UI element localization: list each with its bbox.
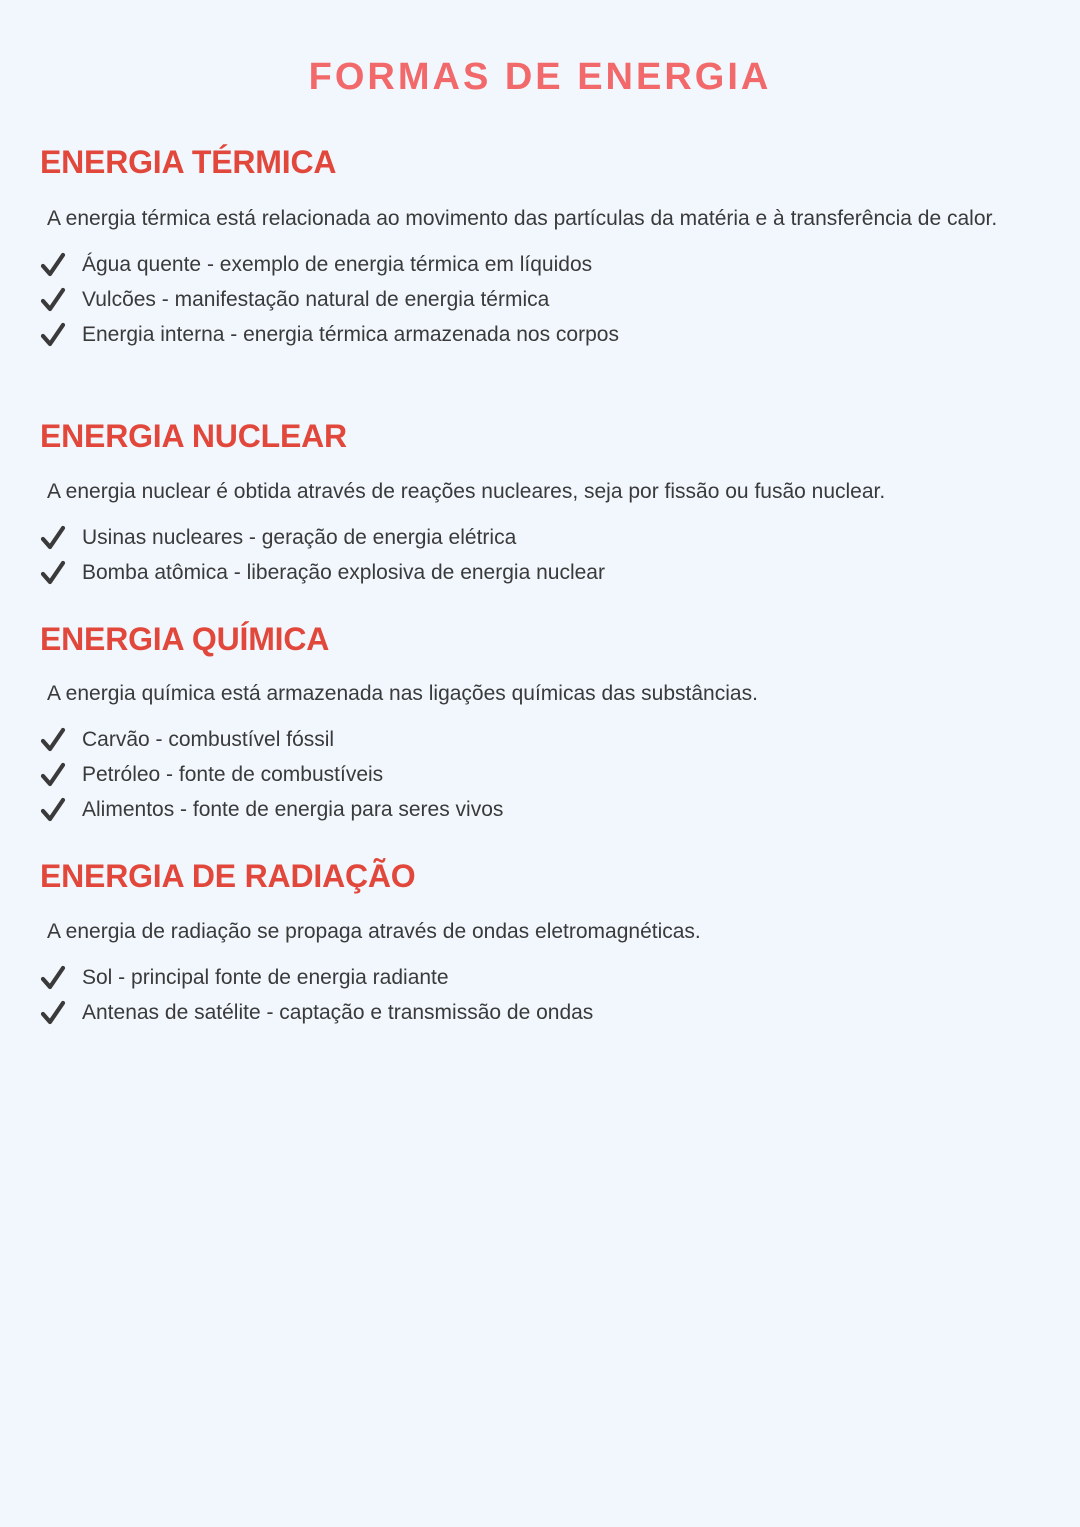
list-item — [40, 757, 1020, 792]
list-item-text: Antenas de satélite - captação e transmissão de ondas — [82, 1000, 594, 1024]
list-item — [40, 995, 1020, 1030]
list-item-text: Água quente - exemplo de energia térmica em líquidos — [82, 252, 593, 276]
section-description: A energia nuclear é obtida através de reações nucleares, seja por fissão ou fusão nuclear. — [47, 480, 886, 503]
list-item — [40, 247, 1020, 282]
list-item-text: Carvão - combustível fóssil — [82, 727, 335, 751]
section-heading: ENERGIA QUÍMICA — [40, 621, 330, 657]
list-item — [40, 722, 1020, 757]
check-icon — [40, 560, 66, 586]
item-list — [40, 722, 1020, 827]
check-icon — [40, 965, 66, 991]
section-description: A energia térmica está relacionada ao movimento das partículas da matéria e à transferência de calor. — [47, 207, 998, 230]
list-item-text: Alimentos - fonte de energia para seres vivos — [82, 797, 504, 821]
section-energia-de-radiacao — [40, 856, 1020, 1030]
check-icon — [40, 1000, 66, 1026]
section-description: A energia de radiação se propaga através de ondas eletromagnéticas. — [47, 920, 701, 943]
list-item — [40, 792, 1020, 827]
page-title: FORMAS DE ENERGIA — [308, 56, 772, 98]
section-heading: ENERGIA DE RADIAÇÃO — [40, 858, 416, 894]
list-item-text: Energia interna - energia térmica armazenada nos corpos — [82, 322, 619, 346]
check-icon — [40, 252, 66, 278]
section-energia-quimica — [40, 619, 1020, 827]
check-icon — [40, 287, 66, 313]
list-item — [40, 555, 1020, 590]
section-energia-termica — [40, 142, 1020, 352]
list-item — [40, 520, 1020, 555]
check-icon — [40, 762, 66, 788]
section-heading: ENERGIA TÉRMICA — [40, 144, 337, 180]
item-list — [40, 247, 1020, 352]
list-item-text: Petróleo - fonte de combustíveis — [82, 762, 384, 786]
section-energia-nuclear — [40, 416, 1020, 590]
check-icon — [40, 797, 66, 823]
list-item-text: Sol - principal fonte de energia radiante — [82, 965, 449, 989]
check-icon — [40, 525, 66, 551]
section-heading: ENERGIA NUCLEAR — [40, 418, 347, 454]
list-item — [40, 282, 1020, 317]
list-item-text: Usinas nucleares - geração de energia elétrica — [82, 525, 517, 549]
item-list — [40, 520, 1020, 590]
list-item — [40, 317, 1020, 352]
check-icon — [40, 322, 66, 348]
list-item-text: Vulcões - manifestação natural de energia térmica — [82, 287, 550, 311]
check-icon — [40, 727, 66, 753]
item-list — [40, 960, 1020, 1030]
section-description: A energia química está armazenada nas ligações químicas das substâncias. — [47, 682, 758, 705]
list-item-text: Bomba atômica - liberação explosiva de energia nuclear — [82, 560, 605, 584]
list-item — [40, 960, 1020, 995]
